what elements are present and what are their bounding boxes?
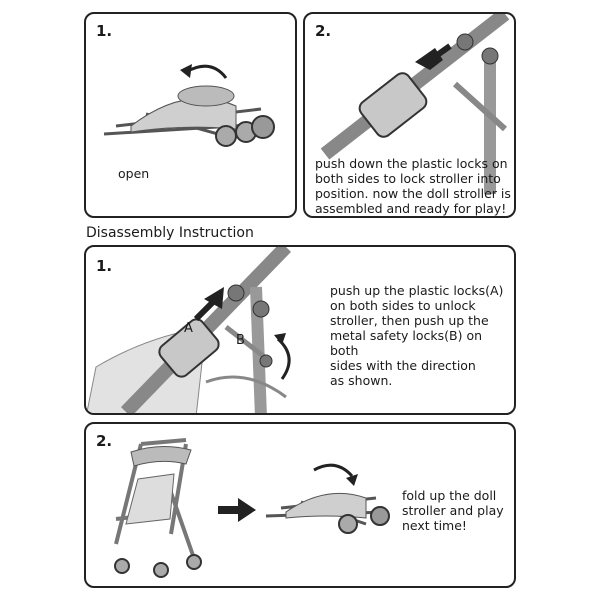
disassembly-step2-caption: fold up the doll stroller and play next time! [402,488,504,533]
right-arrow-icon [238,498,256,522]
counterclockwise-arrow-icon [180,64,192,78]
step-number: 1. [96,257,113,275]
assembly-step1-caption: open [118,166,150,181]
disassembly-heading: Disassembly Instruction [86,225,254,241]
label-b: B [236,333,245,348]
step-number: 2. [96,432,113,450]
assembly-step2-panel [303,12,516,218]
folded-stroller-illustration [86,14,297,218]
step-number: 2. [315,22,332,40]
step-number: 1. [96,22,113,40]
assembly-step2-caption: push down the plastic locks on both sides to lock stroller into position. now the doll stroller is assembled and ready for play! [315,156,511,216]
disassembly-step1-caption: push up the plastic locks(A) on both sides to unlock stroller, then push up the metal safety locks(B) on both sides with the direction as shown. [330,283,504,388]
assembly-step1-panel [84,12,297,218]
disassembly-step1-panel [84,245,516,415]
rotate-arrow-icon [274,333,286,345]
disassembly-step2-panel [84,422,516,588]
label-a: A [184,321,193,336]
